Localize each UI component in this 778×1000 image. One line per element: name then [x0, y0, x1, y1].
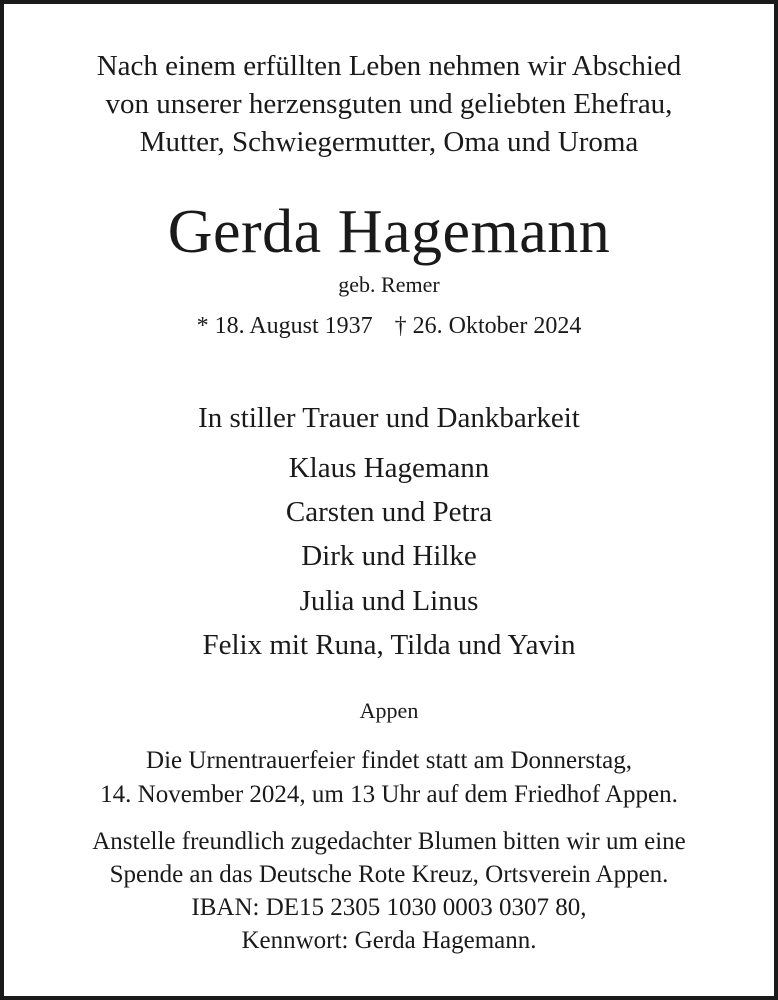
family-member: Carsten und Petra [285, 496, 493, 528]
birth-date: * 18. August 1937 [196, 313, 373, 339]
place: Appen [359, 698, 419, 723]
family-member: Felix mit Runa, Tilda und Yavin [202, 629, 576, 661]
donation-line-1: Anstelle freundlich zugedachter Blumen bitten wir um eine [92, 828, 686, 855]
mourning-phrase: In stiller Trauer und Dankbarkeit [198, 402, 580, 434]
ceremony-line-1: Die Urnentrauerfeier findet statt am Donnerstag, [146, 747, 632, 774]
deceased-name: Gerda Hagemann [167, 198, 611, 266]
maiden-name: geb. Remer [338, 272, 440, 297]
intro-line-3: Mutter, Schwiegermutter, Oma und Uroma [139, 126, 639, 158]
donation-line-2: Spende an das Deutsche Rote Kreuz, Ortsverein Appen. [109, 861, 669, 888]
family-member: Dirk und Hilke [301, 540, 477, 572]
donation-line-4: Kennwort: Gerda Hagemann. [241, 927, 537, 954]
life-dates [4, 311, 774, 341]
ceremony-line-2: 14. November 2024, um 13 Uhr auf dem Friedhof Appen. [100, 781, 678, 808]
intro-line-1: Nach einem erfüllten Leben nehmen wir Abschied [96, 50, 682, 82]
death-date: † 26. Oktober 2024 [394, 313, 582, 339]
family-member: Klaus Hagemann [288, 452, 490, 484]
family-member: Julia und Linus [299, 585, 479, 617]
intro-line-2: von unserer herzensguten und geliebten Ehefrau, [105, 88, 673, 120]
donation-line-3: IBAN: DE15 2305 1030 0003 0307 80, [191, 894, 587, 921]
